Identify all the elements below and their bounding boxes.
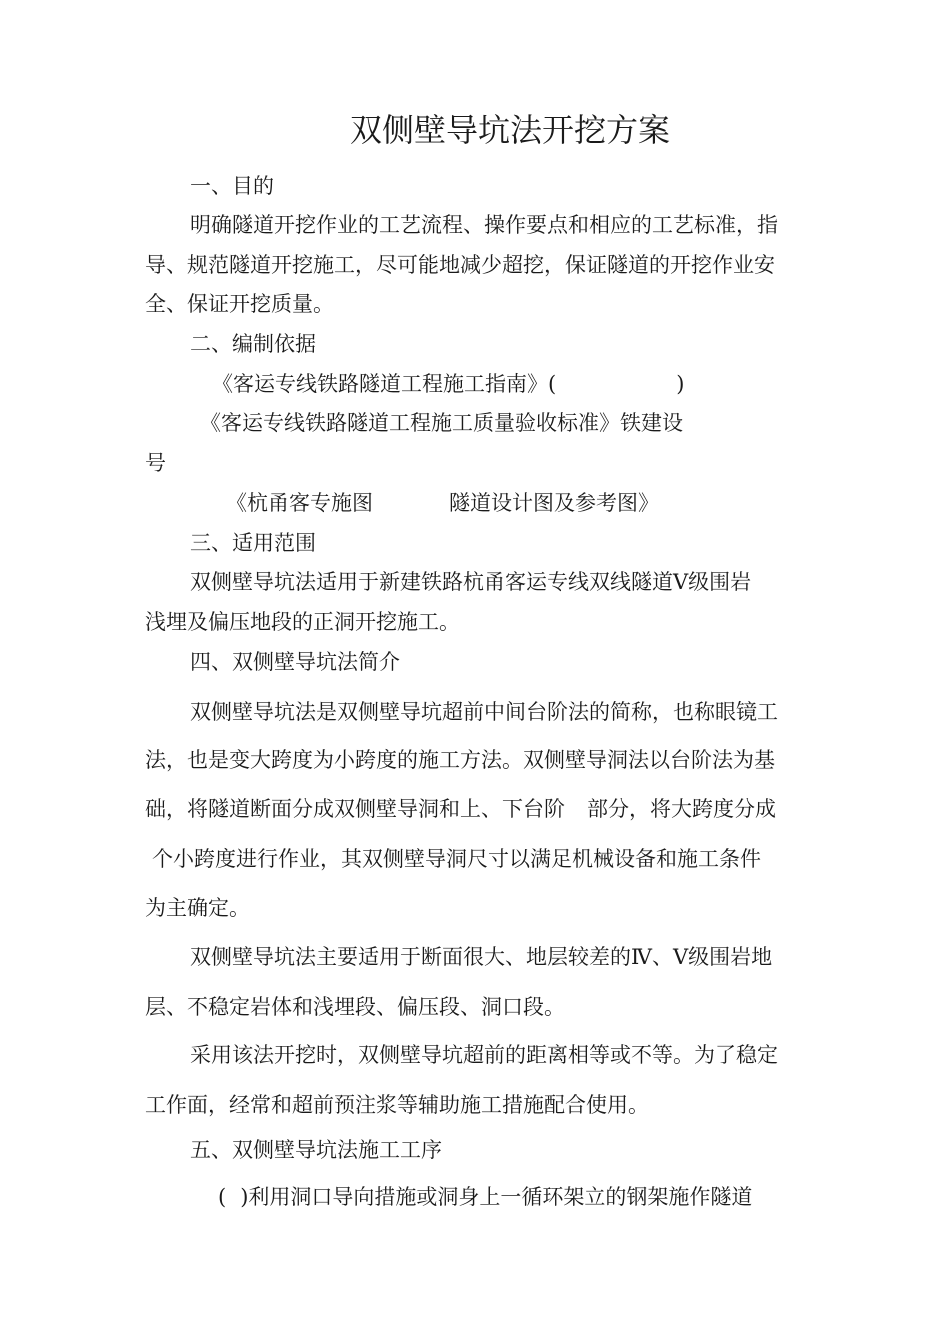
section-heading-procedure: 五、双侧壁导坑法施工工序	[190, 1138, 442, 1162]
procedure-text: )利用洞口导向措施或洞身上一循环架立的钢架施作隧道	[240, 1185, 753, 1209]
paragraph-text: 础，将隧道断面分成双侧壁导洞和上、下台阶	[145, 797, 565, 821]
paragraph-line: 双侧壁导坑法是双侧壁导坑超前中间台阶法的简称，也称眼镜工	[190, 700, 778, 724]
reference-item-continued: 号	[145, 451, 166, 475]
item-number-bracket: (	[218, 1185, 227, 1209]
reference-item: 《客运专线铁路隧道工程施工质量验收标准》铁建设	[200, 411, 683, 435]
paragraph-line: 工作面，经常和超前预注浆等辅助施工措施配合使用。	[145, 1093, 649, 1117]
document-title: 双侧壁导坑法开挖方案	[349, 111, 670, 149]
paragraph-line: 全、保证开挖质量。	[145, 292, 334, 316]
paragraph-line: 明确隧道开挖作业的工艺流程、操作要点和相应的工艺标准，指	[190, 213, 778, 237]
reference-item	[212, 370, 684, 398]
reference-text: 《杭甬客专施图	[226, 491, 373, 515]
paragraph-line: 法，也是变大跨度为小跨度的施工方法。双侧壁导洞法以台阶法为基	[145, 748, 775, 772]
section-heading-purpose: 一、目的	[190, 174, 274, 198]
paragraph-line: 双侧壁导坑法主要适用于断面很大、地层较差的Ⅳ、Ⅴ级围岩地	[190, 945, 773, 969]
paragraph-line: 导、规范隧道开挖施工，尽可能地减少超挖，保证隧道的开挖作业安	[145, 253, 775, 277]
paragraph-text: 部分，将大跨度分成	[587, 797, 776, 821]
paragraph-line: 双侧壁导坑法适用于新建铁路杭甬客运专线双线隧道Ⅴ级围岩	[190, 570, 752, 594]
paragraph-line: 采用该法开挖时，双侧壁导坑超前的距离相等或不等。为了稳定	[190, 1043, 778, 1067]
section-heading-intro: 四、双侧壁导坑法简介	[190, 650, 400, 674]
reference-text: 隧道设计图及参考图》	[449, 491, 659, 515]
section-heading-scope: 三、适用范围	[190, 531, 316, 555]
reference-text: )	[676, 372, 685, 396]
paragraph-line: 浅埋及偏压地段的正洞开挖施工。	[145, 610, 460, 634]
paragraph-line: 为主确定。	[145, 896, 250, 920]
procedure-item	[218, 1183, 752, 1211]
paragraph-line	[145, 795, 776, 823]
paragraph-line: 层、不稳定岩体和浅埋段、偏压段、洞口段。	[145, 995, 565, 1019]
reference-item	[226, 489, 659, 517]
paragraph-line: 个小跨度进行作业，其双侧壁导洞尺寸以满足机械设备和施工条件	[152, 847, 761, 871]
section-heading-basis: 二、编制依据	[190, 332, 316, 356]
reference-text: 《客运专线铁路隧道工程施工指南》(	[212, 372, 557, 396]
